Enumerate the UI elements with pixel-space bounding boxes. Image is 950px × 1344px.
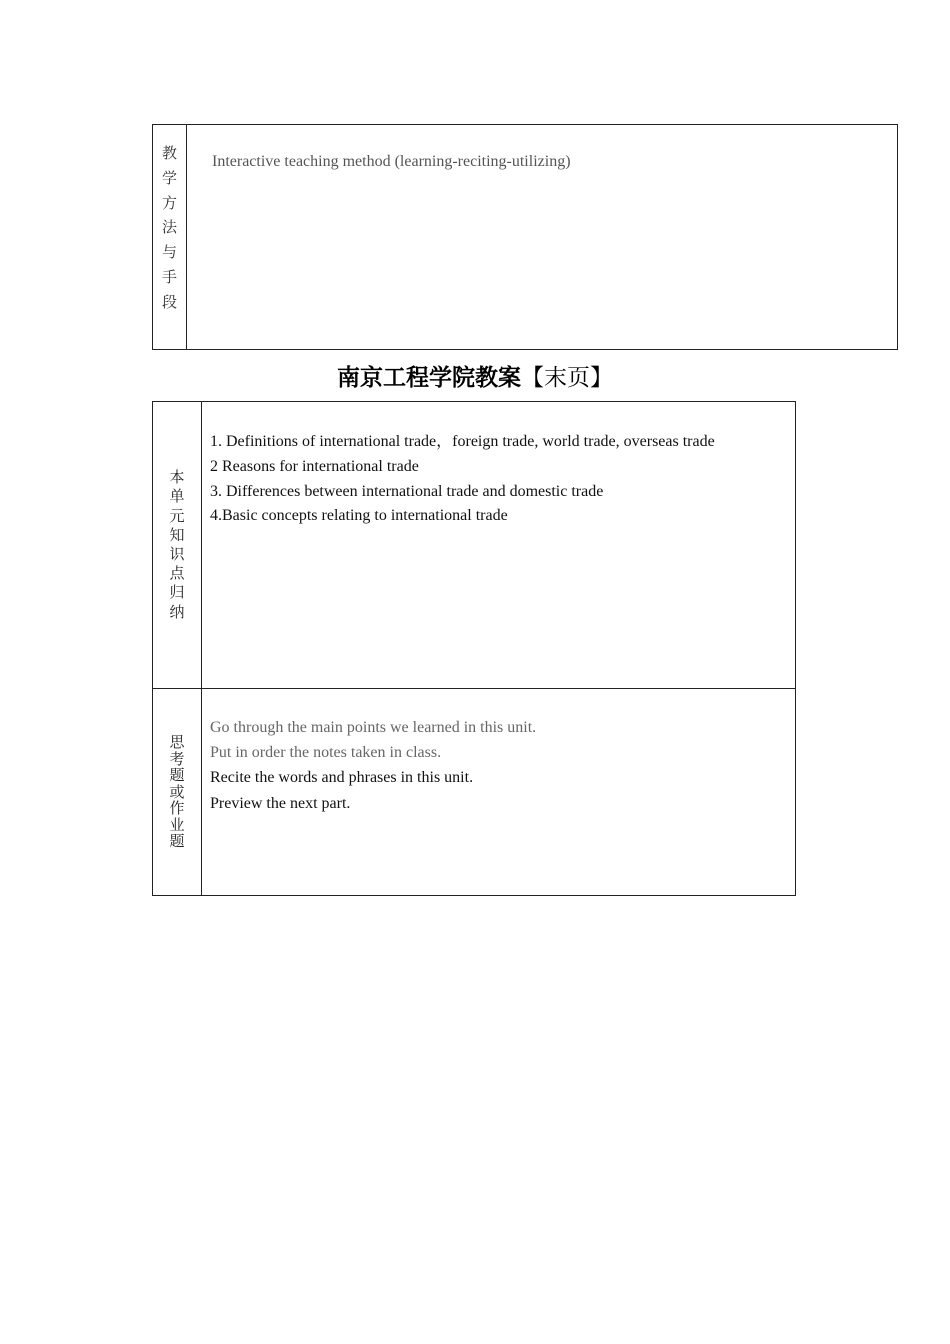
page-title [0,362,950,394]
page-title-suffix: 【末页】 [521,365,613,391]
knowledge-summary-label [153,402,202,688]
label-char: 题 [169,766,185,785]
label-char: 与 [161,243,177,262]
label-char: 思 [169,732,185,751]
label-char: 纳 [169,602,185,621]
label-char: 元 [169,506,185,525]
label-char: 段 [161,292,177,311]
label-char: 本 [169,468,185,487]
label-char: 手 [161,267,177,286]
homework-label [153,689,202,895]
homework-item: Recite the words and phrases in this unit. [210,769,474,787]
homework-row [153,689,795,895]
knowledge-item: 1. Definitions of international trade，foreign trade, world trade, overseas trade [210,433,715,450]
knowledge-item: 4.Basic concepts relating to international trade [210,507,508,525]
teaching-methods-table [152,124,898,350]
label-char: 方 [161,193,177,212]
label-char: 题 [169,832,185,851]
unit-summary-table [152,401,796,896]
teaching-methods-label [153,125,187,349]
knowledge-summary-content [202,402,795,688]
label-char: 识 [169,545,185,563]
label-char: 学 [161,168,177,187]
label-char: 点 [169,564,185,583]
label-char: 作 [169,799,185,818]
label-char: 归 [169,583,185,602]
teaching-methods-text: Interactive teaching method (learning-reciting-utilizing) [212,153,571,170]
homework-content [202,689,795,895]
knowledge-summary-row [153,402,795,689]
label-char: 业 [169,815,185,834]
label-char: 单 [169,487,185,506]
knowledge-item: 2 Reasons for international trade [210,457,419,475]
label-char: 知 [169,525,185,544]
label-char: 或 [169,782,185,801]
label-char: 考 [169,749,185,768]
label-char: 教 [161,144,177,162]
page-title-main: 南京工程学院教案 [337,365,521,391]
teaching-methods-content [187,125,897,349]
homework-item: Go through the main points we learned in this unit. [210,719,537,736]
homework-item: Preview the next part. [210,794,351,812]
homework-item: Put in order the notes taken in class. [210,744,442,762]
label-char: 法 [161,218,177,237]
knowledge-item: 3. Differences between international trade and domestic trade [210,482,604,500]
